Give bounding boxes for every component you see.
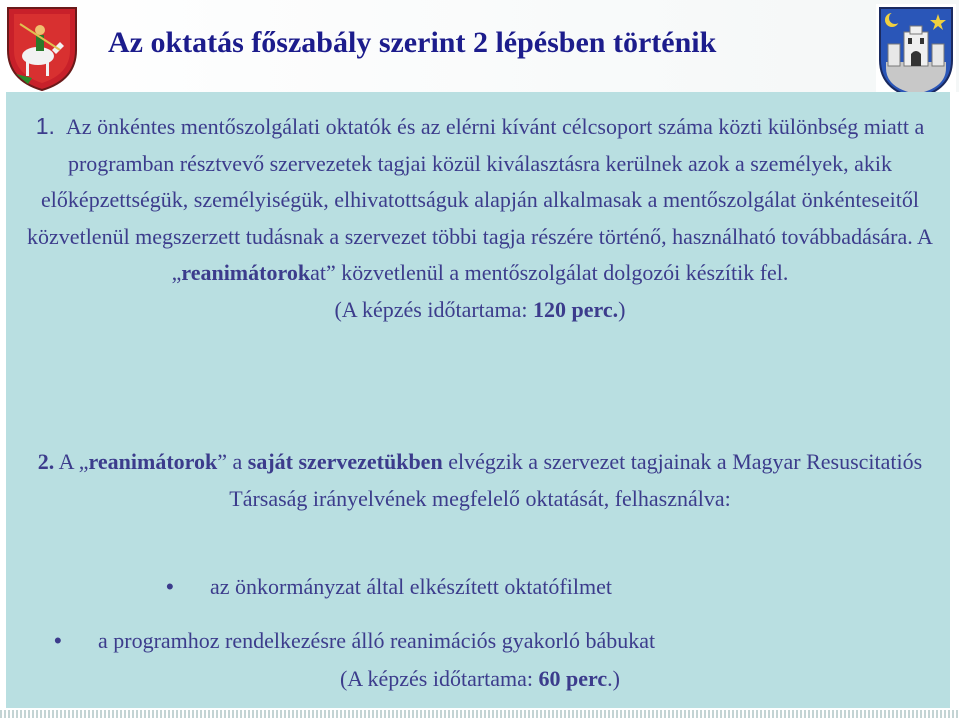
- step-2-number: 2.: [37, 449, 55, 474]
- step-1-quote-open: „: [171, 260, 182, 285]
- slide-title: Az oktatás főszabály szerint 2 lépésben történik: [108, 26, 717, 59]
- step-2-quote-open: „: [78, 449, 89, 474]
- step-2-lead: A: [54, 449, 79, 474]
- step-1-quote-close: ”: [325, 260, 336, 285]
- step-1-duration-suffix: ): [618, 296, 626, 322]
- step-2-duration-suffix: .): [607, 666, 620, 691]
- step-2-paragraph: [20, 444, 940, 517]
- step-2-bold-own: saját szervezetükben: [247, 449, 443, 474]
- step-1-term-suffix: at: [310, 260, 326, 285]
- bullet-item-dummies: [54, 628, 656, 654]
- crest-right-frame: [876, 4, 956, 100]
- step-2-duration-value: 60 perc: [538, 666, 608, 691]
- bottom-rule: [0, 710, 959, 718]
- step-2-duration: [20, 666, 940, 692]
- step-1-number: 1.: [35, 113, 55, 139]
- step-1-text-b: közvetlenül a mentőszolgálat dolgozói készítik fel.: [335, 260, 789, 285]
- step-2-mid: a: [227, 449, 248, 474]
- step-2-text: elvégzik a szervezet tagjainak a Magyar Resuscitatiós Társaság irányelvének megfelelő oktatását, felhasználva:: [229, 449, 923, 511]
- coat-of-arms-left-icon: [2, 4, 82, 92]
- bullet-dot-icon: •: [166, 574, 174, 599]
- bullet-item-dummies-text: a programhoz rendelkezésre álló reanimációs gyakorló bábukat: [98, 628, 656, 653]
- step-1-duration-prefix: (A képzés időtartama:: [334, 296, 534, 322]
- bullet-dot-icon: •: [54, 628, 62, 653]
- step-1-duration-value: 120 perc.: [533, 296, 619, 322]
- step-2-duration-prefix: (A képzés időtartama:: [339, 666, 539, 691]
- step-2-quote-close: ”: [217, 449, 228, 474]
- coat-of-arms-right-icon: [876, 4, 956, 100]
- step-1-text: Az önkéntes mentőszolgálati oktatók és az elérni kívánt célcsoport száma közti különbség miatt a programban résztvevő szervezetek tagjai közül kiválasztásra kerülnek azok a személyek, akik előképzettségük, személyiségük, elhivatottságuk alapján alkalmasak a mentőszolgálat önkénteseitől közvetlenül megszerzett tudásnak a szervezet többi tagja részére történő, használható továbbadására. A: [27, 114, 933, 249]
- step-1-paragraph: [20, 108, 940, 328]
- step-2-bold-term: reanimátorok: [88, 449, 218, 474]
- bullet-item-film: [166, 574, 612, 600]
- step-1-bold-term: reanimátorok: [181, 260, 311, 285]
- bullet-item-film-text: az önkormányzat által elkészített oktatófilmet: [210, 574, 612, 599]
